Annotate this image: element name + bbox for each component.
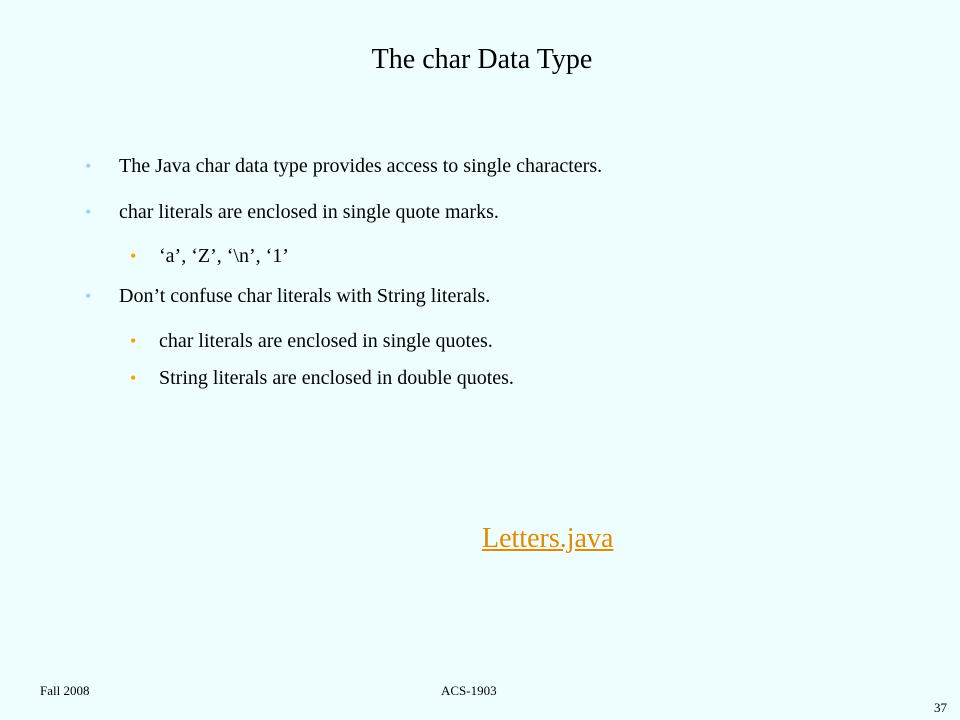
page-number: 37 xyxy=(934,700,947,715)
letters-java-link[interactable]: Letters.java xyxy=(482,523,614,554)
slide-title: The char Data Type xyxy=(371,44,593,75)
bullet-text: ‘a’, ‘Z’, ‘\n’, ‘1’ xyxy=(159,245,289,267)
bullet-text: Don’t confuse char literals with String literals. xyxy=(119,285,491,307)
sub-bullet-item xyxy=(130,244,289,268)
bullet-text: char literals are enclosed in single quote marks. xyxy=(119,201,499,223)
bullet-item xyxy=(85,284,491,308)
bullet-text: The Java char data type provides access to single characters. xyxy=(119,155,603,177)
bullet-text: char literals are enclosed in single quotes. xyxy=(159,330,493,352)
bullet-text: String literals are enclosed in double quotes. xyxy=(159,367,514,389)
bullet-item xyxy=(85,200,499,224)
bullet-icon: • xyxy=(85,202,92,222)
bullet-icon: • xyxy=(130,331,137,351)
sub-bullet-item xyxy=(130,329,493,353)
bullet-icon: • xyxy=(130,368,137,388)
sub-bullet-item xyxy=(130,366,514,390)
footer-date: Fall 2008 xyxy=(40,683,90,698)
footer-course: ACS-1903 xyxy=(441,683,497,698)
bullet-icon: • xyxy=(130,246,137,266)
bullet-icon: • xyxy=(85,156,92,176)
bullet-icon: • xyxy=(85,286,92,306)
bullet-item xyxy=(85,154,603,178)
